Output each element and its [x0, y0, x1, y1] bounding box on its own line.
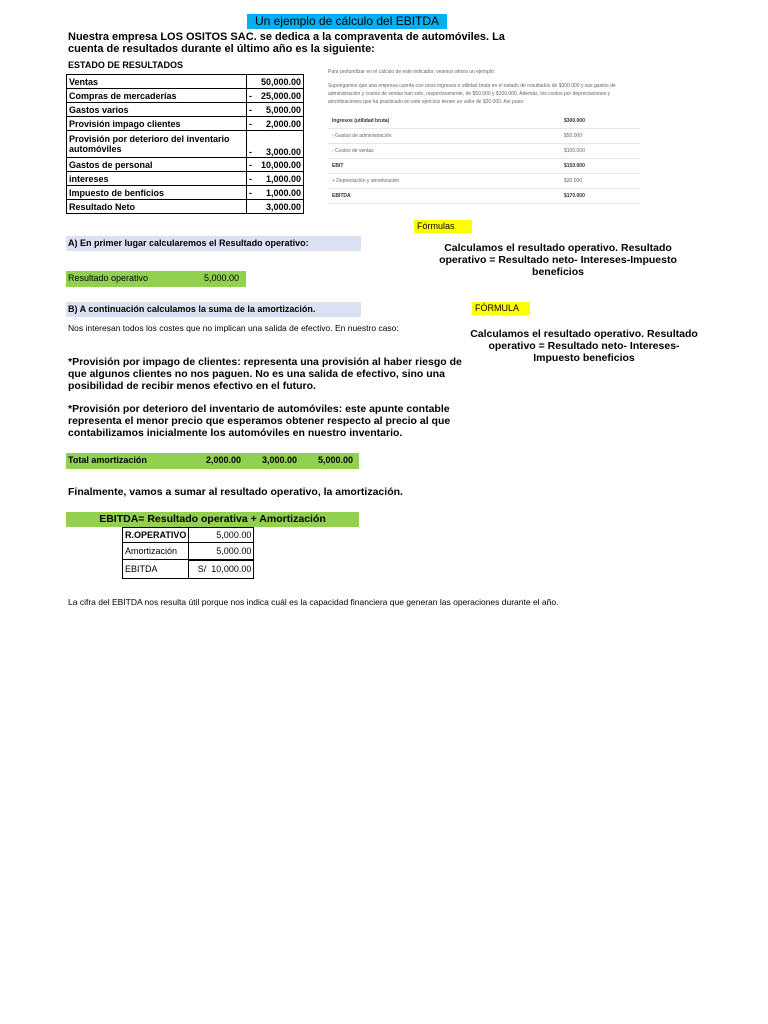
- formula-text: Calculamos el resultado operativo. Resultado operativo = Resultado neto- Intereses-Impuesto beneficios: [470, 328, 698, 364]
- row-value: 25,000.00: [260, 90, 301, 101]
- row-label: Ventas: [67, 75, 247, 89]
- table-row: [67, 103, 304, 117]
- embedded-example-image: [328, 68, 640, 216]
- example-row: - Gastos de administración $50.000: [328, 129, 640, 144]
- row-value: 50,000.00: [260, 76, 301, 87]
- row-label: Provisión por deterioro del inventario automóviles: [67, 131, 247, 158]
- ebitda-row-value: 5,000.00: [189, 528, 254, 543]
- row-label: intereses: [67, 172, 247, 186]
- total-amortizacion-bar: [66, 453, 359, 469]
- table-row: [67, 172, 304, 186]
- table-row: [67, 117, 304, 131]
- resultado-operativo-bar: [66, 271, 246, 287]
- example-paragraph-1: Para profundizar en el cálculo de este indicador, veamos ahora un ejemplo:: [328, 69, 496, 75]
- ebitda-row-value: 5,000.00: [189, 543, 254, 560]
- paragraph-provision-deterioro: *Provisión por deterioro del inventario de automóviles: este apunte contable representa el menor precio que esperamos obtener respecto al precio al que contabilizamos inicialmente los automóviles en nuestro inventario.: [68, 403, 451, 439]
- table-row: [123, 543, 254, 560]
- example-row: - Costos de ventas $100.000: [328, 144, 640, 159]
- example-row: + Depreciación y amortización $20.000: [328, 174, 640, 189]
- row-value: 3,000.00: [265, 201, 301, 212]
- row-value: 1,000.00: [265, 187, 301, 198]
- total-amortizacion-label: Total amortización: [68, 455, 147, 465]
- row-sign: -: [249, 187, 252, 198]
- ebitda-table: [122, 527, 254, 579]
- row-value: 3,000.00: [265, 147, 301, 157]
- row-label: Gastos de personal: [67, 158, 247, 172]
- row-value: 2,000.00: [265, 118, 301, 129]
- example-row: EBIT $150.000: [328, 159, 640, 174]
- ebitda-row-label: EBITDA: [123, 560, 189, 579]
- row-value: 5,000.00: [265, 104, 301, 115]
- table-row: [67, 200, 304, 214]
- row-label: Impuesto de benficios: [67, 186, 247, 200]
- example-paragraph-2: Supongamos que una empresa cuenta con unos ingresos o utilidad bruta en el estado de resultados de $300.000 y sus gastos de administración y costos de ventas han sido, respectivamente, de $50.000 y $100.000. Además, los costos por depreciaciones y amortizaciones que ha practicado en este ejercicio tienen un valor de $20.000. Así pues:: [328, 83, 616, 105]
- row-sign: -: [249, 118, 252, 129]
- table-row: [67, 89, 304, 103]
- paragraph-provision-impago: *Provisión por impago de clientes: representa una provisión al haber riesgo de que algunos clientes no nos paguen. No es una salida de efectivo, sino una posibilidad de recibir menos efectivo en el futuro.: [68, 356, 462, 392]
- row-sign: -: [249, 159, 252, 170]
- table-row: [67, 186, 304, 200]
- ebitda-formula-header: EBITDA= Resultado operativa + Amortización: [66, 512, 359, 527]
- row-value: 1,000.00: [265, 173, 301, 184]
- formulas-text: Calculamos el resultado operativo. Resultado operativo = Resultado neto- Intereses-Impuesto beneficios: [439, 242, 677, 278]
- resultado-operativo-value: 5,000.00: [204, 273, 240, 283]
- example-row: Ingresos (utilidad bruta) $300.000: [328, 114, 640, 129]
- table-row: [67, 75, 304, 89]
- estado-heading: ESTADO DE RESULTADOS: [68, 60, 184, 70]
- ebitda-row-label: Amortización: [123, 543, 189, 560]
- table-row: [123, 560, 254, 579]
- page-title: Un ejemplo de cálculo del EBITDA: [247, 14, 447, 29]
- amortizacion-value-1: 2,000.00: [206, 455, 242, 465]
- amortizacion-total: 5,000.00: [318, 455, 354, 465]
- resultado-operativo-label: Resultado operativo: [68, 273, 149, 283]
- row-label: Provisión impago clientes: [67, 117, 247, 131]
- row-label: Resultado Neto: [67, 200, 247, 214]
- formulas-label: Fórmulas: [414, 220, 472, 233]
- amortizacion-value-2: 3,000.00: [262, 455, 298, 465]
- nos-interesan-text: Nos interesan todos los costes que no implican una salida de efectivo. En nuestro caso:: [68, 323, 399, 333]
- estado-resultados-table: [66, 74, 304, 214]
- row-value: 10,000.00: [260, 159, 301, 170]
- finalmente-text: Finalmente, vamos a sumar al resultado operativo, la amortización.: [68, 486, 403, 498]
- formula-label: FÓRMULA: [472, 302, 530, 315]
- row-sign: -: [249, 173, 252, 184]
- row-label: Gastos varios: [67, 103, 247, 117]
- ebitda-row-value: S/ 10,000.00: [189, 560, 254, 579]
- table-row: [67, 131, 304, 158]
- conclusion-text: La cifra del EBITDA nos resulta útil porque nos indica cuál es la capacidad financiera que generan las operaciones durante el año.: [68, 597, 559, 607]
- example-row: EBITDA $170.000: [328, 189, 640, 204]
- intro-text: Nuestra empresa LOS OSITOS SAC. se dedica a la compraventa de automóviles. La cuenta de resultados durante el último año es la siguiente:: [68, 31, 505, 55]
- ebitda-row-label: R.OPERATIVO: [123, 528, 189, 543]
- row-sign: -: [249, 104, 252, 115]
- section-b: B) A continuación calculamos la suma de la amortización.: [66, 302, 361, 317]
- section-a: A) En primer lugar calcularemos el Resultado operativo:: [66, 236, 361, 251]
- row-label: Compras de mercaderías: [67, 89, 247, 103]
- table-row: [67, 158, 304, 172]
- row-sign: -: [249, 147, 252, 157]
- table-row: [123, 528, 254, 543]
- row-sign: -: [249, 90, 252, 101]
